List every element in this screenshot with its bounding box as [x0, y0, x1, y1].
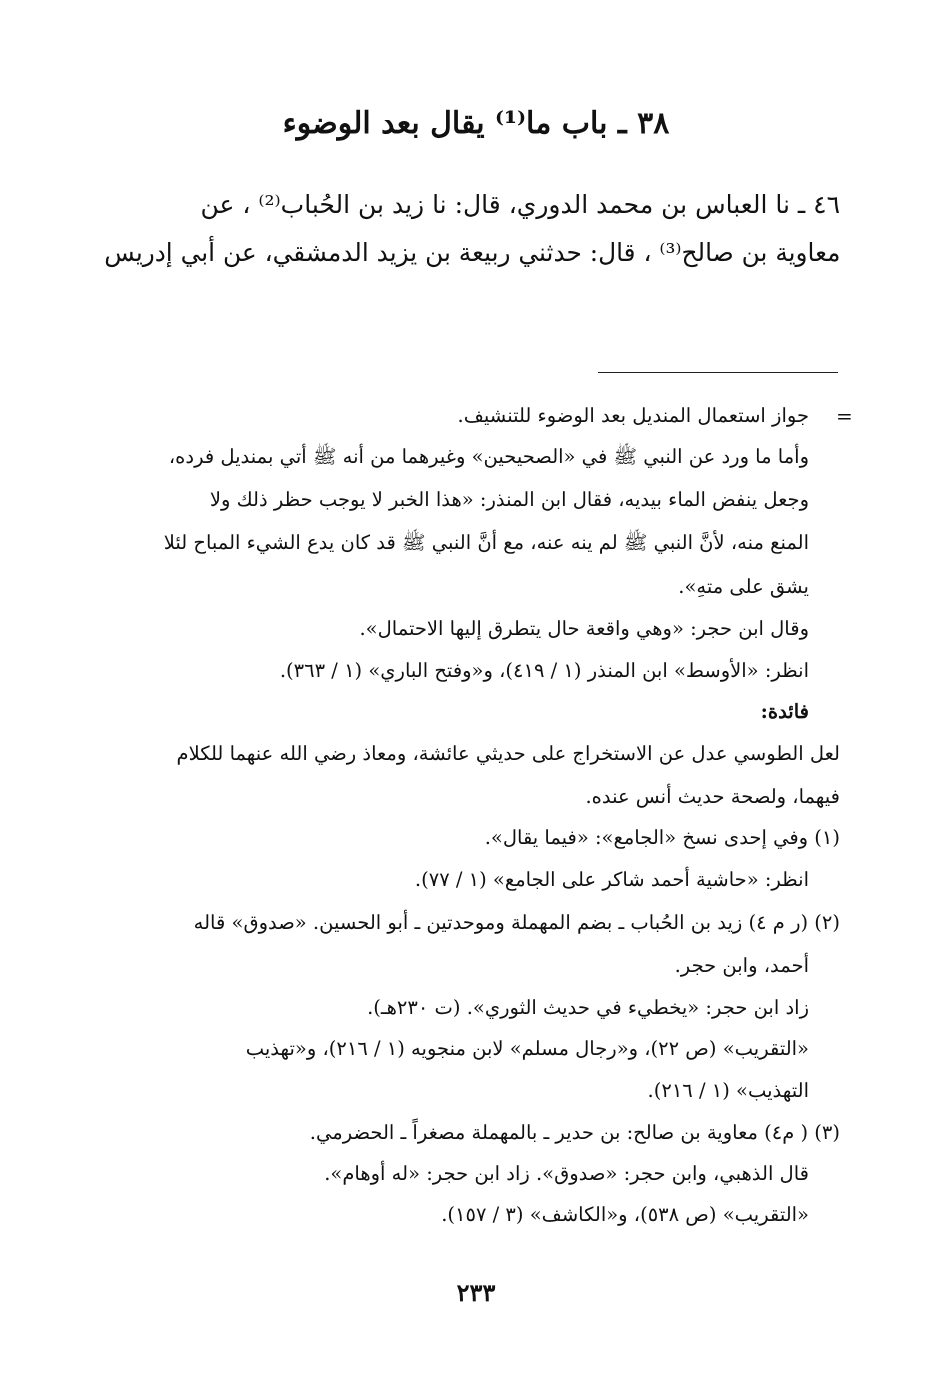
hadith-text-line-2: معاوية بن صالح⁽³⁾ ، قال: حدثني ربيعة بن يزيد الدمشقي، عن أبي إدريس	[103, 238, 840, 267]
footnote-line: انظر: «الأوسط» ابن المنذر (١ / ٤١٩)، و«وفتح الباري» (١ / ٣٦٣).	[279, 659, 809, 682]
footnote-line: وجعل ينفض الماء بيديه، فقال ابن المنذر: «هذا الخبر لا يوجب حظر ذلك ولا	[209, 488, 809, 511]
footnote-line: المنع منه، لأنَّ النبي ﷺ لم ينه عنه، مع أنَّ النبي ﷺ قد كان يدع الشيء المباح لئلا	[163, 531, 809, 554]
continuation-mark: =	[836, 404, 853, 428]
footnote-heading: فائدة:	[760, 700, 809, 723]
footnote-3: (٣) ( م٤) معاوية بن صالح: بن حدير ـ بالمهملة مصغراً ـ الحضرمي.	[309, 1121, 840, 1144]
chapter-title: ٣٨ ـ باب ما⁽¹⁾ يقال بعد الوضوء	[282, 106, 670, 141]
footnote-line: قال الذهبي، وابن حجر: «صدوق». زاد ابن حجر: «له أوهام».	[324, 1162, 809, 1185]
hadith-text-line-1: ٤٦ ـ نا العباس بن محمد الدوري، قال: نا زيد بن الحُباب⁽²⁾ ، عن	[200, 190, 840, 219]
footnote-line: التهذيب» (١ / ٢١٦).	[647, 1079, 809, 1102]
footnote-line: «التقريب» (ص ٢٢)، و«رجال مسلم» لابن منجويه (١ / ٢١٦)، و«تهذيب	[245, 1037, 809, 1060]
footnote-line: «التقريب» (ص ٥٣٨)، و«الكاشف» (٣ / ١٥٧).	[441, 1203, 809, 1226]
footnote-line: انظر: «حاشية أحمد شاكر على الجامع» (١ / ٧٧).	[414, 868, 809, 891]
footnote-line: وقال ابن حجر: «وهي واقعة حال يتطرق إليها الاحتمال».	[359, 617, 809, 640]
footnote-1: (١) وفي إحدى نسخ «الجامع»: «فيما يقال».	[484, 826, 840, 849]
page-number: ٢٣٣	[456, 1278, 496, 1307]
footnote-line: أحمد، وابن حجر.	[674, 954, 809, 977]
footnote-line: زاد ابن حجر: «يخطيء في حديث الثوري». (ت ٢٣٠هـ).	[367, 996, 809, 1019]
footnote-line: لعل الطوسي عدل عن الاستخراج على حديثي عائشة، ومعاذ رضي الله عنهما للكلام	[176, 742, 840, 765]
footnote-line: جواز استعمال المنديل بعد الوضوء للتنشيف.	[457, 404, 809, 427]
footnote-separator	[598, 372, 838, 373]
footnote-line: يشق على متهِ».	[678, 575, 809, 598]
footnote-line: وأما ما ورد عن النبي ﷺ في «الصحيحين» وغيرهما من أنه ﷺ أتي بمنديل فرده،	[168, 445, 809, 468]
footnote-2: (٢) (ر م ٤) زيد بن الحُباب ـ بضم المهملة وموحدتين ـ أبو الحسين. «صدوق» قاله	[193, 911, 840, 934]
footnote-line: فيهما، ولصحة حديث أنس عنده.	[585, 785, 840, 808]
